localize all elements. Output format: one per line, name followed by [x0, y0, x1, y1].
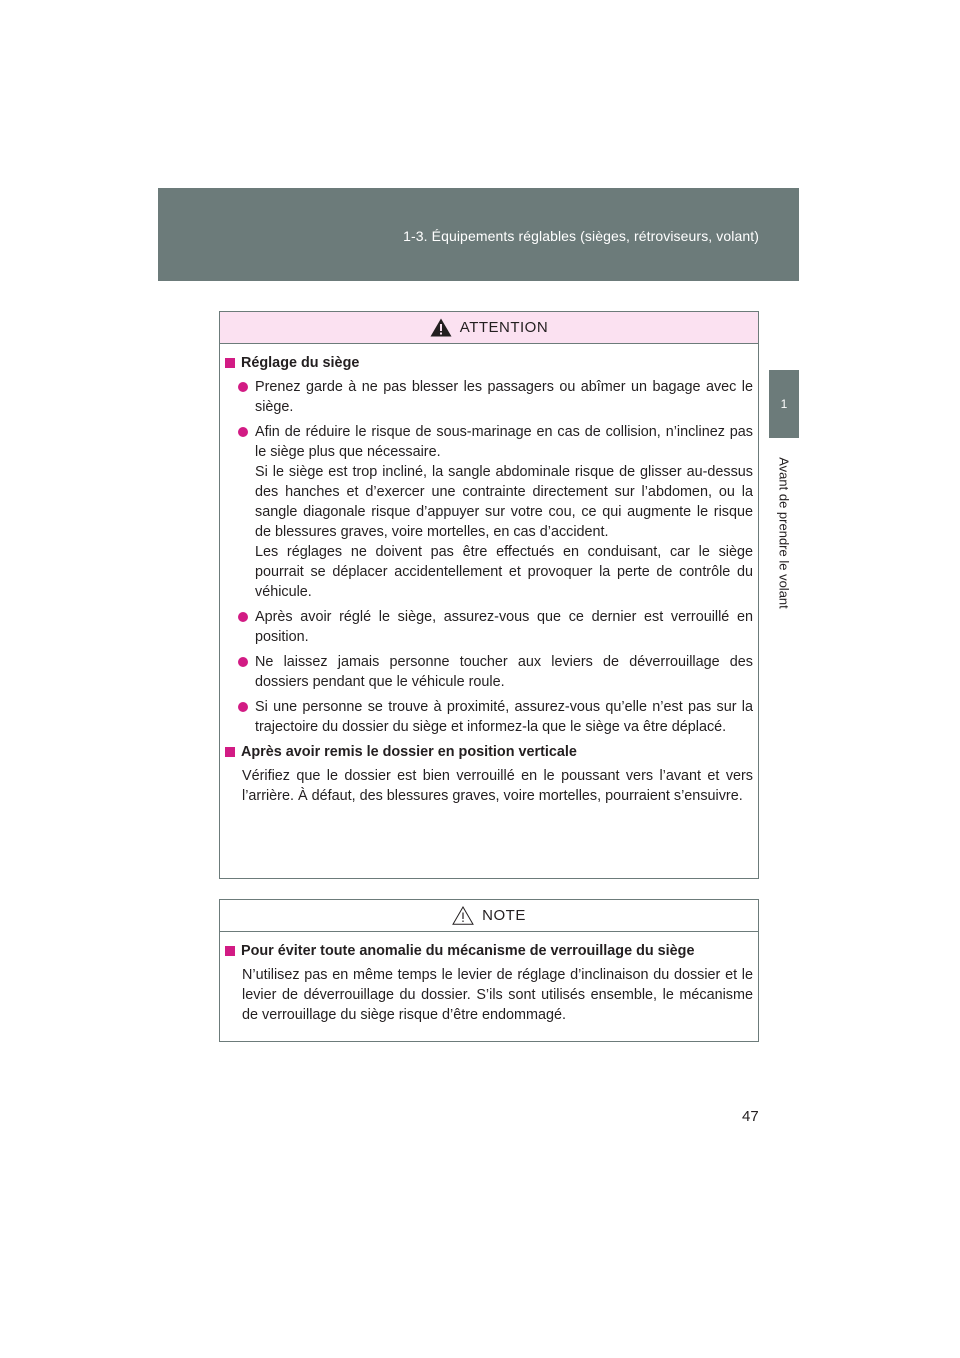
round-bullet-icon: [238, 702, 248, 712]
attention-box: [219, 311, 759, 879]
list-item: Afin de réduire le risque de sous-marinage en cas de collision, n’inclinez pas le siège plus que nécessaire. Si le siège est trop incliné, la sangle abdominale risque de glisser au-dessus des hanches et d’exercer une contrainte directement sur l’abdomen, ou la sangle diagonale risque d’appuyer sur votre cou, ce qui augmente le risque de blessures graves, voire mortelles, en cas d’accident. Les réglages ne doivent pas être effectués en conduisant, car le siège pourrait se déplacer accidentellement et provoquer la perte de contrôle du véhicule.: [238, 422, 753, 602]
square-bullet-icon: [225, 358, 235, 368]
chapter-title: 1-3. Équipements réglables (sièges, rétroviseurs, volant): [403, 228, 759, 244]
chapter-side-label: Avant de prendre le volant: [776, 457, 792, 609]
section-title-seat-adjustment: Réglage du siège: [225, 353, 753, 373]
list-item: Si une personne se trouve à proximité, assurez-vous qu’elle n’est pas sur la trajectoire du dossier du siège et informez-la que le siège va être déplacé.: [238, 697, 753, 737]
list-item: Prenez garde à ne pas blesser les passagers ou abîmer un bagage avec le siège.: [238, 377, 753, 417]
square-bullet-icon: [225, 946, 235, 956]
note-title: NOTE: [482, 907, 526, 924]
section-text-lock-mechanism: N’utilisez pas en même temps le levier de réglage d’inclinaison du dossier et le levier de déverrouillage du dossier. S’ils sont utilisés ensemble, le mécanisme de verrouillage du siège risque d’être endommagé.: [242, 967, 753, 1023]
list-item: Ne laissez jamais personne toucher aux leviers de déverrouillage des dossiers pendant que le véhicule roule.: [238, 652, 753, 692]
chapter-header: [158, 188, 799, 281]
section-title-backrest: Après avoir remis le dossier en position verticale: [225, 742, 753, 762]
attention-title: ATTENTION: [459, 319, 549, 336]
round-bullet-icon: [238, 612, 248, 622]
attention-header: [220, 312, 758, 344]
section-text-backrest: Vérifiez que le dossier est bien verrouillé en le poussant vers l’avant et vers l’arrière. À défaut, des blessures graves, voire mortelles, pourraient s’ensuivre.: [242, 768, 753, 804]
square-bullet-icon: [225, 747, 235, 757]
note-header: [220, 900, 758, 932]
warning-triangle-filled-icon: [430, 318, 452, 337]
round-bullet-icon: [238, 382, 248, 392]
warning-triangle-outline-icon: [452, 906, 474, 925]
round-bullet-icon: [238, 427, 248, 437]
chapter-tab-number: 1: [769, 370, 799, 438]
section-title-lock-mechanism: Pour éviter toute anomalie du mécanisme de verrouillage du siège: [225, 941, 753, 961]
list-item: Après avoir réglé le siège, assurez-vous que ce dernier est verrouillé en position.: [238, 607, 753, 647]
note-box: [219, 899, 759, 1042]
round-bullet-icon: [238, 657, 248, 667]
page-number: 47: [742, 1108, 759, 1125]
